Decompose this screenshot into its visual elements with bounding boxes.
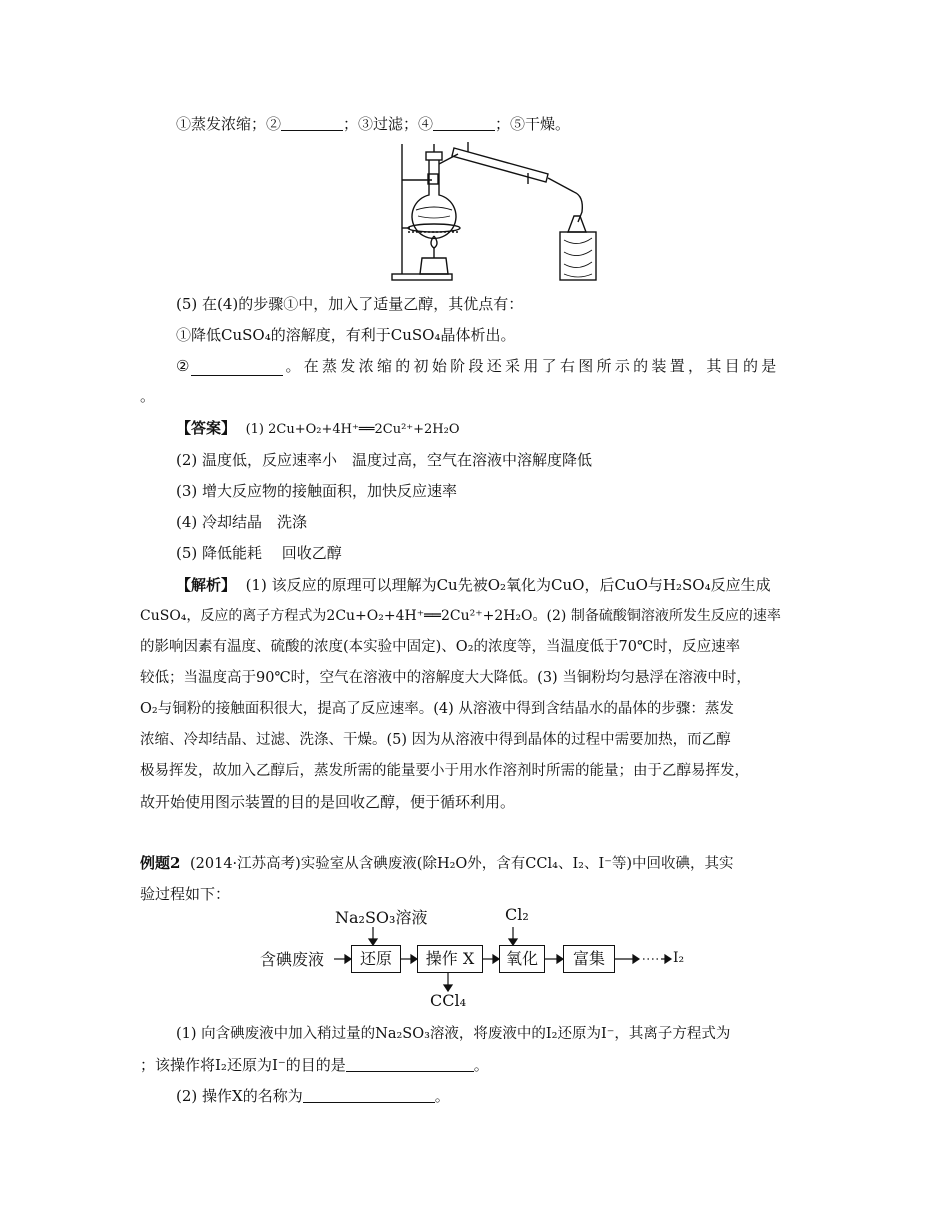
analysis-l2: CuSO₄，反应的离子方程式为2Cu+O₂+4H⁺══2Cu²⁺+2H₂O。(2) 制备硫酸铜溶液所发生反应的速率 — [140, 608, 781, 624]
question1-line1: (1) 向含碘废液中加入稍过量的Na₂SO₃溶液，将废液中的I₂还原为I⁻，其离子方程式为 — [176, 1026, 731, 1042]
step4-line — [176, 114, 570, 134]
example2-label: 例题2 — [140, 854, 181, 872]
answer-label: 【答案】 — [176, 419, 237, 437]
flow-start: 含碘废液 — [260, 950, 325, 969]
example2-l2: 验过程如下： — [140, 885, 231, 903]
round-bottom-flask — [412, 160, 456, 238]
analysis-l6: 浓缩、冷却结晶、过滤、洗涤、干燥。(5) 因为从溶液中得到晶体的过程中需要加热，而乙醇 — [140, 732, 731, 748]
receiving-flask — [568, 216, 586, 232]
answer-3: (3) 增大反应物的接触面积，加快反应速率 — [176, 482, 458, 500]
flow-box-operation-x: 操作 X — [417, 945, 483, 973]
distillation-apparatus-figure — [388, 140, 608, 285]
question1-line2 — [140, 1055, 489, 1075]
example2-l1: (2014·江苏高考)实验室从含碘废液(除H₂O外，含有CCl₄、I₂、I⁻等)中回收碘，其实 — [189, 856, 734, 872]
question2-line — [176, 1086, 450, 1106]
condenser — [452, 148, 548, 182]
flow-box-oxidize: 氧化 — [499, 945, 545, 973]
question2-a: (2) 操作X的名称为 — [176, 1087, 303, 1105]
answer-1: (1) 2Cu+O₂+4H⁺══2Cu²⁺+2H₂O — [245, 422, 460, 437]
reagent-cl2: Cl₂ — [505, 905, 529, 924]
analysis-l5: O₂与铜粉的接触面积很大，提高了反应速率。(4) 从溶液中得到含结晶水的晶体的步骤：蒸发 — [140, 701, 734, 717]
analysis-label: 【解析】 — [176, 576, 237, 594]
step4-item3: ；③过滤；④ — [343, 115, 434, 133]
q5-line2: ①降低CuSO₄的溶解度，有利于CuSO₄晶体析出。 — [176, 326, 516, 344]
example2-line1 — [140, 853, 734, 874]
stand-base — [392, 274, 452, 280]
reagent-na2so3: Na₂SO₃溶液 — [335, 908, 428, 927]
question2-b: 。 — [434, 1087, 450, 1105]
q5-blank — [191, 361, 283, 376]
answer-4: (4) 冷却结晶 洗涤 — [176, 513, 308, 531]
step4-item5: ；⑤干燥。 — [495, 115, 571, 133]
process-flow-diagram — [255, 903, 695, 1013]
answer-2: (2) 温度低，反应速率小 温度过高，空气在溶液中溶解度降低 — [176, 451, 593, 469]
flow-box-reduce: 还原 — [351, 945, 401, 973]
analysis-l7: 极易挥发，故加入乙醇后，蒸发所需的能量要小于用水作溶剂时所需的能量；由于乙醇易挥发， — [140, 763, 749, 779]
analysis-l8: 故开始使用图示装置的目的是回收乙醇，便于循环利用。 — [140, 793, 516, 811]
step4-item1: ①蒸发浓缩；② — [176, 115, 282, 133]
flow-box-enrich: 富集 — [563, 945, 615, 973]
blank-4 — [433, 116, 495, 131]
analysis-l4: 较低；当温度高于90℃时，空气在溶液中的溶解度大大降低。(3) 当铜粉均匀悬浮在溶液中时， — [140, 670, 751, 686]
spirit-lamp — [420, 258, 448, 274]
question1-b: ；该操作将I₂还原为I⁻的目的是 — [140, 1056, 346, 1074]
q5-line3-a: ② — [176, 357, 190, 375]
q5-line1: (5) 在(4)的步骤①中，加入了适量乙醇，其优点有： — [176, 295, 524, 313]
blank-2 — [281, 116, 343, 131]
question1-blank — [346, 1057, 474, 1072]
question1-c: 。 — [473, 1056, 489, 1074]
analysis-l1: (1) 该反应的原理可以理解为Cu先被O₂氧化为CuO，后CuO与H₂SO₄反应生成 — [245, 576, 771, 594]
answer-5: (5) 降低能耗 回收乙醇 — [176, 544, 342, 562]
analysis-l3: 的影响因素有温度、硫酸的浓度(本实验中固定)、O₂的浓度等，当温度低于70℃时，反应速率 — [140, 639, 741, 655]
flow-output-ccl4: CCl₄ — [430, 991, 467, 1010]
answer-line1 — [176, 418, 460, 440]
analysis-line1 — [176, 575, 771, 595]
q5-line4: 。 — [140, 387, 156, 405]
q5-line3 — [176, 356, 810, 376]
question2-blank — [303, 1088, 435, 1103]
q5-line3-b: 。在蒸发浓缩的初始阶段还采用了右图所示的装置，其目的是 — [285, 357, 780, 375]
flow-end: I₂ — [673, 950, 685, 966]
